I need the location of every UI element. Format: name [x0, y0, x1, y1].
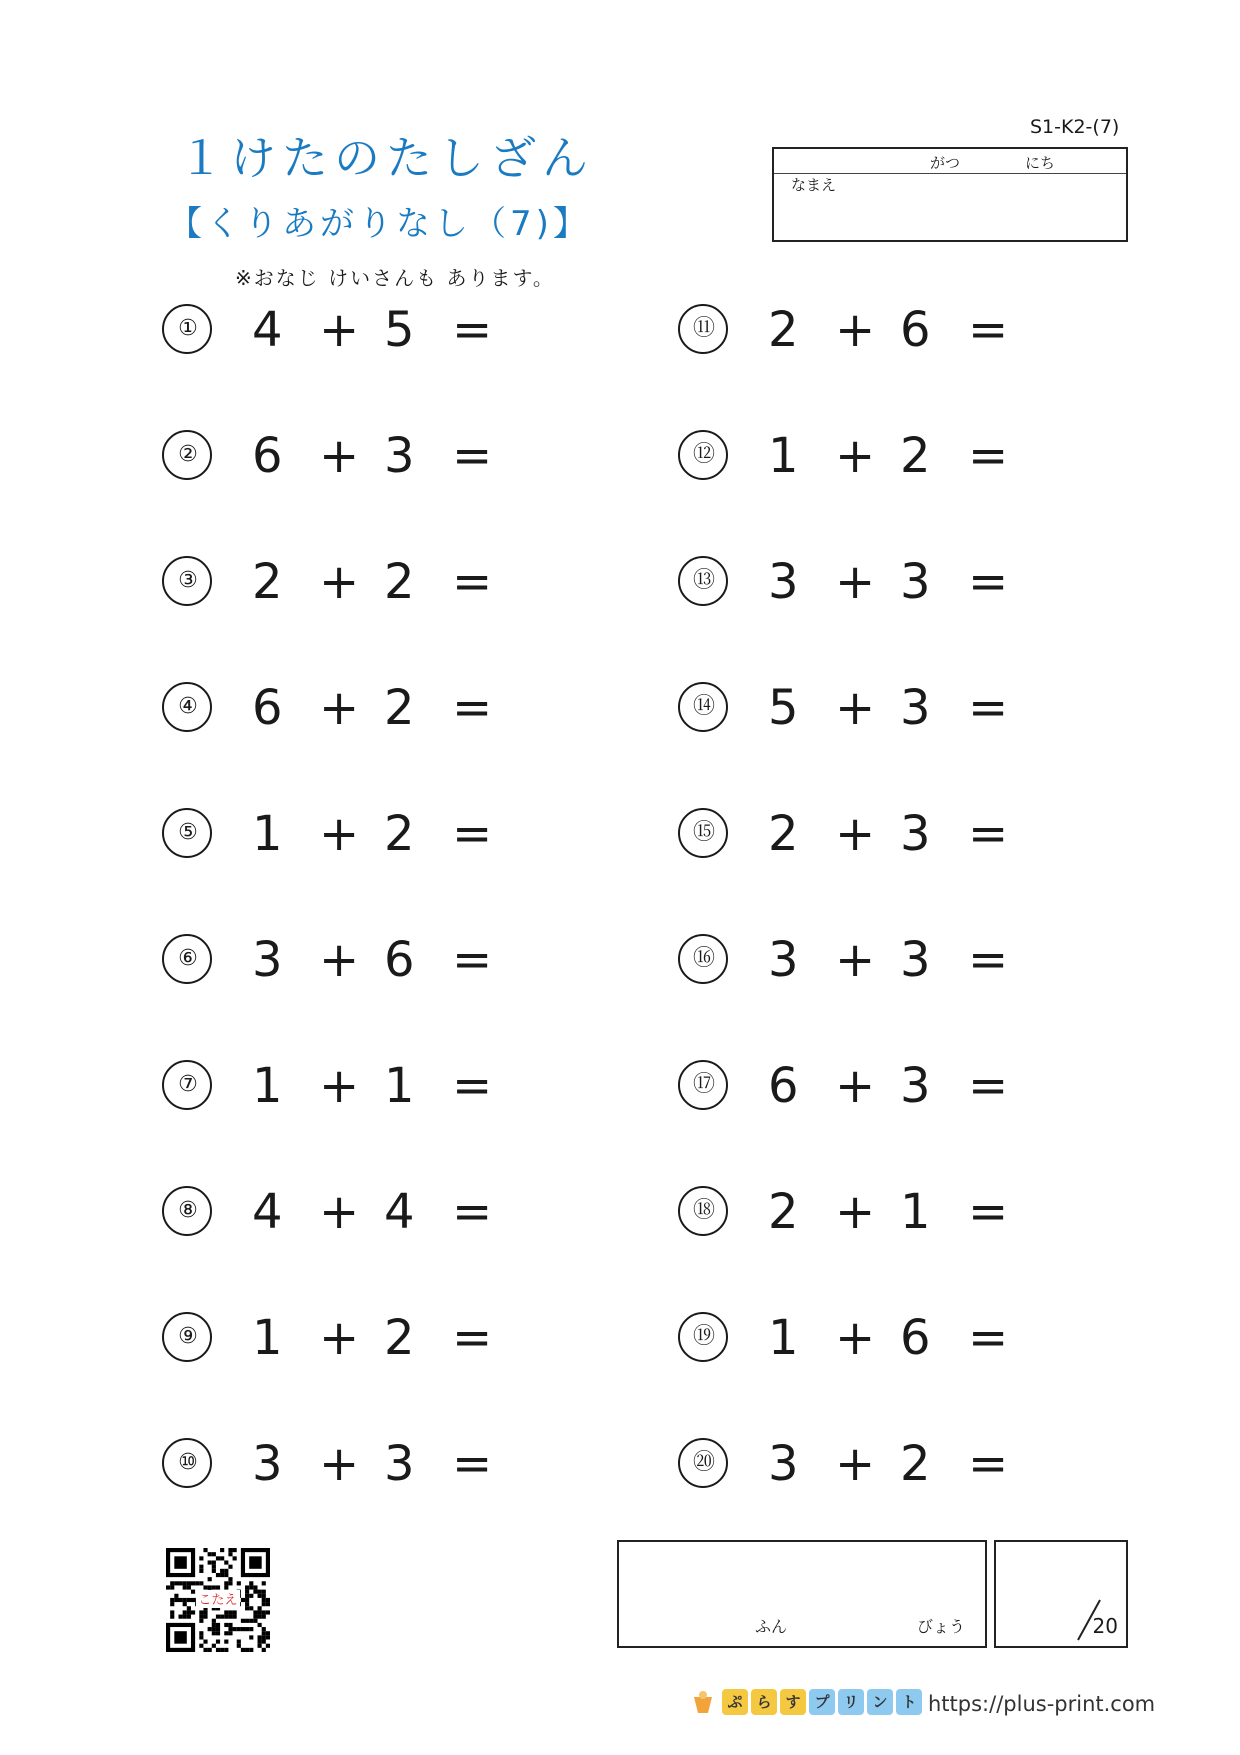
addend-b: 6 [900, 302, 931, 358]
equals-sign: = [968, 680, 1009, 736]
addend-b: 2 [384, 1310, 415, 1366]
plus-sign: + [835, 302, 876, 358]
problem-number: ② [162, 430, 212, 480]
addend-a: 3 [768, 1436, 799, 1492]
addend-b: 3 [900, 680, 931, 736]
site-url[interactable]: https://plus-print.com [928, 1692, 1156, 1716]
plus-sign: + [835, 428, 876, 484]
problem-number: ⑮ [678, 808, 728, 858]
month-label: がつ [930, 154, 961, 172]
day-label: にち [1025, 154, 1056, 172]
problem-number: ⑭ [678, 682, 728, 732]
addend-a: 5 [768, 680, 799, 736]
equals-sign: = [968, 1436, 1009, 1492]
logo-char: ト [896, 1689, 922, 1715]
addend-b: 2 [384, 554, 415, 610]
plus-sign: + [319, 932, 360, 988]
time-box[interactable] [617, 1540, 987, 1648]
addend-a: 3 [252, 932, 283, 988]
page-subtitle: 【くりあがりなし（7)】 [168, 204, 591, 244]
addend-b: 2 [384, 806, 415, 862]
name-date-box[interactable] [772, 147, 1128, 242]
problem-number: ④ [162, 682, 212, 732]
logo-char: す [780, 1689, 806, 1715]
addend-b: 4 [384, 1184, 415, 1240]
addend-b: 3 [384, 1436, 415, 1492]
equals-sign: = [452, 680, 493, 736]
answer-qr-code[interactable] [166, 1548, 270, 1652]
addend-a: 1 [252, 806, 283, 862]
plus-sign: + [835, 1436, 876, 1492]
problem-number: ⑰ [678, 1060, 728, 1110]
equals-sign: = [452, 1184, 493, 1240]
minutes-label: ふん [755, 1617, 788, 1636]
problem-number: ⑦ [162, 1060, 212, 1110]
plus-sign: + [319, 554, 360, 610]
plus-sign: + [319, 302, 360, 358]
equals-sign: = [452, 1436, 493, 1492]
equals-sign: = [968, 554, 1009, 610]
plus-sign: + [319, 1310, 360, 1366]
addend-a: 2 [768, 302, 799, 358]
problem-number: ③ [162, 556, 212, 606]
problem-number: ⑪ [678, 304, 728, 354]
mascot-icon [690, 1689, 716, 1715]
addend-a: 2 [252, 554, 283, 610]
problem-number: ⑥ [162, 934, 212, 984]
addend-b: 3 [900, 1058, 931, 1114]
problem-number: ⑬ [678, 556, 728, 606]
problem-number: ⑩ [162, 1438, 212, 1488]
addend-a: 2 [768, 1184, 799, 1240]
addend-b: 6 [384, 932, 415, 988]
plus-sign: + [835, 1058, 876, 1114]
logo-char: リ [838, 1689, 864, 1715]
addend-a: 1 [252, 1058, 283, 1114]
logo-char: プ [809, 1689, 835, 1715]
addend-a: 1 [768, 1310, 799, 1366]
addend-a: 1 [768, 428, 799, 484]
logo-char: ン [867, 1689, 893, 1715]
plus-sign: + [319, 806, 360, 862]
equals-sign: = [968, 1310, 1009, 1366]
score-box[interactable] [994, 1540, 1128, 1648]
note-text: ※おなじ けいさんも あります。 [235, 266, 555, 290]
problem-number: ⑤ [162, 808, 212, 858]
equals-sign: = [968, 428, 1009, 484]
plus-sign: + [835, 1310, 876, 1366]
plus-sign: + [835, 1184, 876, 1240]
addend-a: 6 [252, 680, 283, 736]
problem-number: ⑱ [678, 1186, 728, 1236]
plus-sign: + [319, 1436, 360, 1492]
equals-sign: = [452, 1058, 493, 1114]
plus-sign: + [319, 1184, 360, 1240]
plus-sign: + [835, 932, 876, 988]
equals-sign: = [452, 932, 493, 988]
addend-b: 2 [900, 428, 931, 484]
addend-a: 3 [768, 932, 799, 988]
qr-label: こたえ [198, 1593, 238, 1608]
equals-sign: = [452, 1310, 493, 1366]
addend-a: 3 [768, 554, 799, 610]
problem-number: ⑲ [678, 1312, 728, 1362]
equals-sign: = [452, 806, 493, 862]
equals-sign: = [452, 428, 493, 484]
equals-sign: = [968, 1058, 1009, 1114]
logo-char: ら [751, 1689, 777, 1715]
plus-sign: + [835, 554, 876, 610]
plus-sign: + [319, 428, 360, 484]
name-label: なまえ [791, 176, 837, 194]
equals-sign: = [452, 302, 493, 358]
page-title: １けたのたしざん [178, 131, 594, 185]
equals-sign: = [968, 1184, 1009, 1240]
addend-b: 3 [384, 428, 415, 484]
plus-sign: + [319, 680, 360, 736]
addend-a: 6 [252, 428, 283, 484]
equals-sign: = [452, 554, 493, 610]
plus-sign: + [319, 1058, 360, 1114]
addend-b: 2 [900, 1436, 931, 1492]
plus-sign: + [835, 680, 876, 736]
problem-number: ⑧ [162, 1186, 212, 1236]
addend-a: 4 [252, 302, 283, 358]
addend-a: 4 [252, 1184, 283, 1240]
addend-b: 3 [900, 554, 931, 610]
addend-b: 3 [900, 932, 931, 988]
problem-number: ⑫ [678, 430, 728, 480]
score-total: 20 [1092, 1614, 1118, 1638]
addend-b: 3 [900, 806, 931, 862]
seconds-label: びょう [917, 1617, 966, 1636]
plus-print-logo[interactable] [690, 1687, 925, 1717]
problem-number: ⑯ [678, 934, 728, 984]
problem-number: ⑨ [162, 1312, 212, 1362]
addend-a: 6 [768, 1058, 799, 1114]
equals-sign: = [968, 302, 1009, 358]
addend-a: 2 [768, 806, 799, 862]
worksheet-code: S1-K2-(7) [1030, 116, 1120, 138]
addend-b: 6 [900, 1310, 931, 1366]
plus-sign: + [835, 806, 876, 862]
qr-code-icon [166, 1548, 270, 1652]
addend-a: 1 [252, 1310, 283, 1366]
equals-sign: = [968, 806, 1009, 862]
logo-char: ぷ [722, 1689, 748, 1715]
addend-b: 1 [384, 1058, 415, 1114]
addend-b: 2 [384, 680, 415, 736]
problem-number: ① [162, 304, 212, 354]
logo-text [722, 1689, 925, 1715]
addend-a: 3 [252, 1436, 283, 1492]
problem-number: ⑳ [678, 1438, 728, 1488]
addend-b: 1 [900, 1184, 931, 1240]
equals-sign: = [968, 932, 1009, 988]
addend-b: 5 [384, 302, 415, 358]
